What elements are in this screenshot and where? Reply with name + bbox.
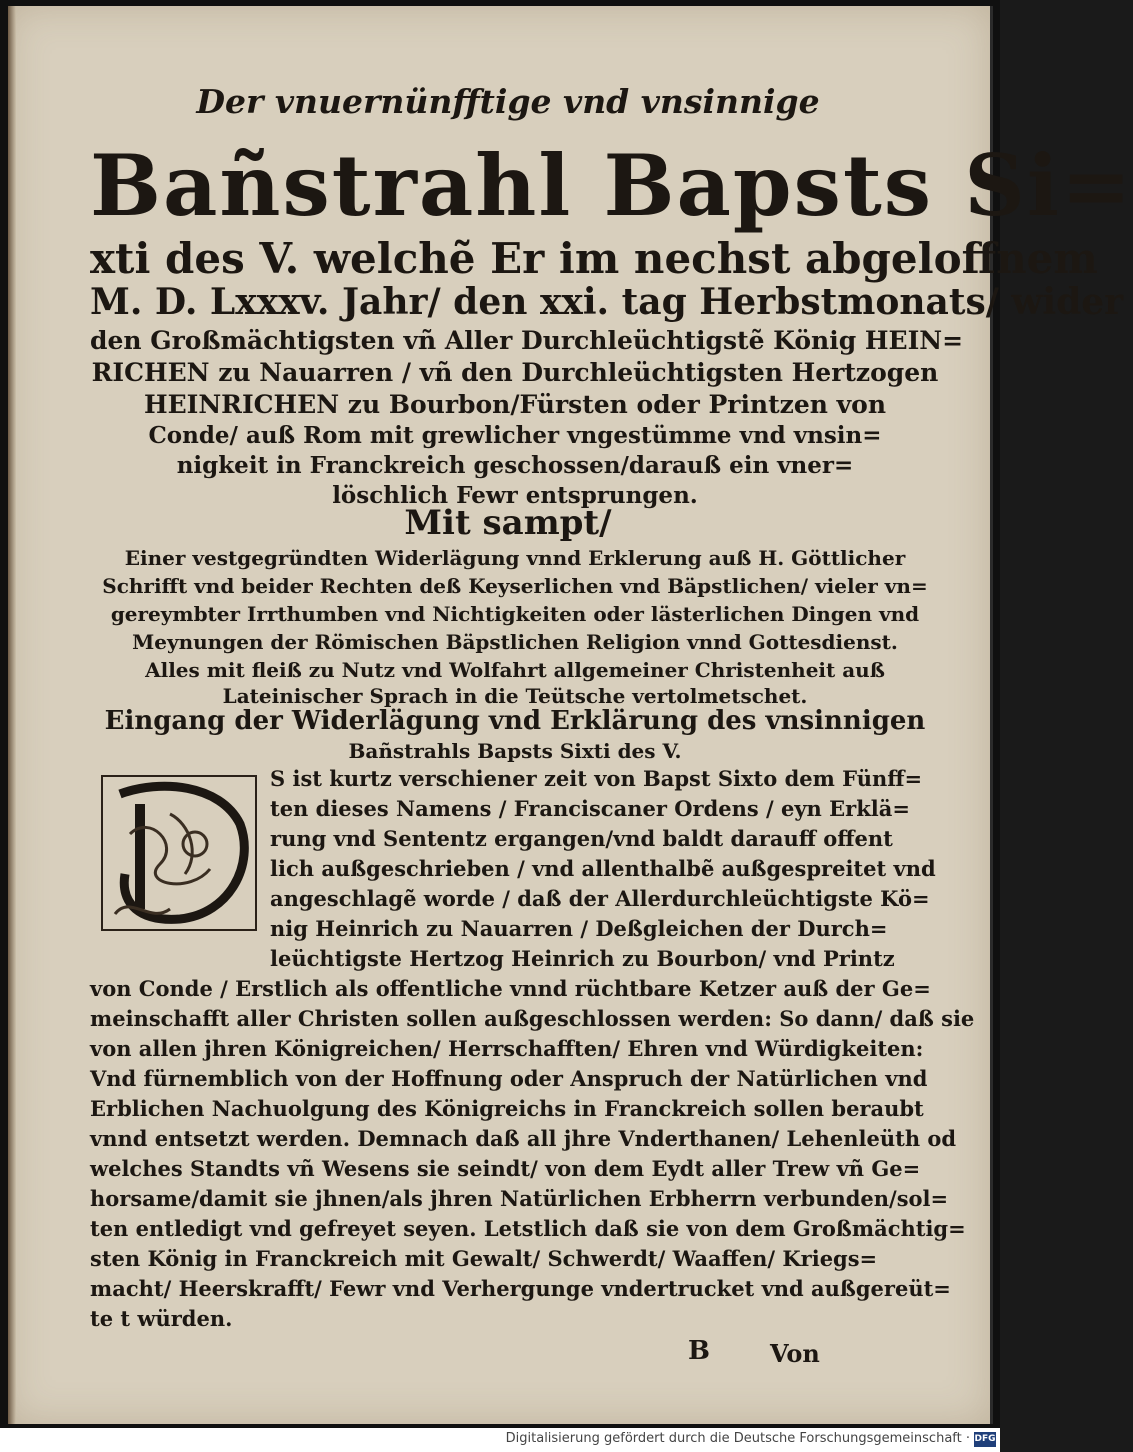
signature-mark: B (688, 1336, 710, 1366)
body-line-2: ten dieses Namens / Franciscaner Ordens / eyn Erklä= (270, 796, 910, 821)
body-line-7: leüchtigste Hertzog Heinrich zu Bourbon/ vnd Printz (270, 946, 895, 971)
title-line-9: nigkeit in Franckreich geschossen/darauß ein vner= (176, 452, 854, 479)
catchword: Von (770, 1339, 820, 1368)
footer-bar (0, 1428, 1000, 1452)
mit-sampt: Mit sampt/ (404, 503, 612, 543)
footer-credit: Digitalisierung gefördert durch die Deutsche Forschungsgemeinschaft · (505, 1431, 970, 1446)
title-big: Bañstrahl Bapsts Si= (90, 136, 1133, 235)
title-line-7: HEINRICHEN zu Bourbon/Fürsten oder Printzen von (143, 390, 887, 419)
document-page (8, 6, 1133, 1424)
body-line-8: von Conde / Erstlich als offentliche vnnd rüchtbare Ketzer auß der Ge= (90, 976, 931, 1001)
title-line-3: xti des V. welchẽ Er im nechst abgeloffnem (90, 234, 1098, 283)
title-line-5: den Großmächtigsten vñ Aller Durchleüchtigstẽ König HEIN= (90, 326, 964, 355)
title-line-10: löschlich Fewr entsprungen. (332, 482, 698, 509)
page-gutter-edge (8, 6, 16, 1424)
sub-line-3: gereymbter Irrthumben vnd Nichtigkeiten oder lästerlichen Dingen vnd (110, 602, 920, 626)
body-line-12: Erblichen Nachuolgung des Königreichs in Franckreich sollen beraubt (90, 1096, 924, 1121)
body-line-13: vnnd entsetzt werden. Demnach daß all jhre Vnderthanen/ Lehenleüth od (90, 1126, 957, 1151)
body-line-19: te t würden. (90, 1306, 233, 1331)
body-line-16: ten entledigt vnd gefreyet seyen. Letstlich daß sie von dem Großmächtig= (90, 1216, 966, 1241)
sub-line-2: Schrifft vnd beider Rechten deß Keyserlichen vnd Bäpstlichen/ vieler vn= (102, 574, 928, 598)
body-line-5: angeschlagẽ worde / daß der Allerdurchleüchtigste Kö= (270, 886, 930, 911)
title-line-4: M. D. Lxxxv. Jahr/ den xxi. tag Herbstmonats/ wider (90, 281, 1124, 323)
body-line-9: meinschafft aller Christen sollen außgeschlossen werden: So dann/ daß sie (90, 1006, 975, 1031)
body-line-10: von allen jhren Königreichen/ Herrschafften/ Ehren vnd Würdigkeiten: (90, 1036, 924, 1061)
title-line-1: Der vnuernünfftige vnd vnsinnige (196, 82, 820, 121)
sub-line-5: Alles mit fleiß zu Nutz vnd Wolfahrt allgemeiner Christenheit auß (145, 658, 885, 682)
body-line-15: horsame/damit sie jhnen/als jhren Natürlichen Erbherrn verbunden/sol= (90, 1186, 949, 1211)
title-line-6: RICHEN zu Nauarren / vñ den Durchleüchtigsten Hertzogen (91, 358, 939, 387)
section-heading-2: Bañstrahls Bapsts Sixti des V. (348, 739, 682, 763)
body-line-6: nig Heinrich zu Nauarren / Deßgleichen der Durch= (270, 916, 888, 941)
sub-line-4: Meynungen der Römischen Bäpstlichen Religion vnnd Gottesdienst. (132, 630, 898, 654)
dfg-logo: DFG (974, 1432, 996, 1447)
body-line-17: sten König in Franckreich mit Gewalt/ Schwerdt/ Waaffen/ Kriegs= (90, 1246, 878, 1271)
section-heading: Eingang der Widerlägung vnd Erklärung des vnsinnigen (104, 706, 926, 736)
title-line-8: Conde/ auß Rom mit grewlicher vngestümme vnd vnsin= (148, 422, 882, 449)
body-line-14: welches Standts vñ Wesens sie seindt/ von dem Eydt aller Trew vñ Ge= (90, 1156, 921, 1181)
body-line-1: S ist kurtz verschiener zeit von Bapst Sixto dem Fünff= (270, 766, 923, 791)
body-line-3: rung vnd Sententz ergangen/vnd baldt darauff offent (270, 826, 893, 851)
sub-line-1: Einer vestgegründten Widerlägung vnnd Erklerung auß H. Göttlicher (124, 546, 906, 570)
sub-line-6: Lateinischer Sprach in die Teütsche vertolmetschet. (222, 684, 808, 708)
decorated-initial-d-icon (100, 774, 258, 932)
body-line-4: lich außgeschrieben / vnd allenthalbẽ außgespreitet vnd (270, 856, 936, 881)
body-line-18: macht/ Heerskrafft/ Fewr vnd Verhergunge vndertrucket vnd außgereüt= (90, 1276, 951, 1301)
body-line-11: Vnd fürnemblich von der Hoffnung oder Anspruch der Natürlichen vnd (90, 1066, 928, 1091)
